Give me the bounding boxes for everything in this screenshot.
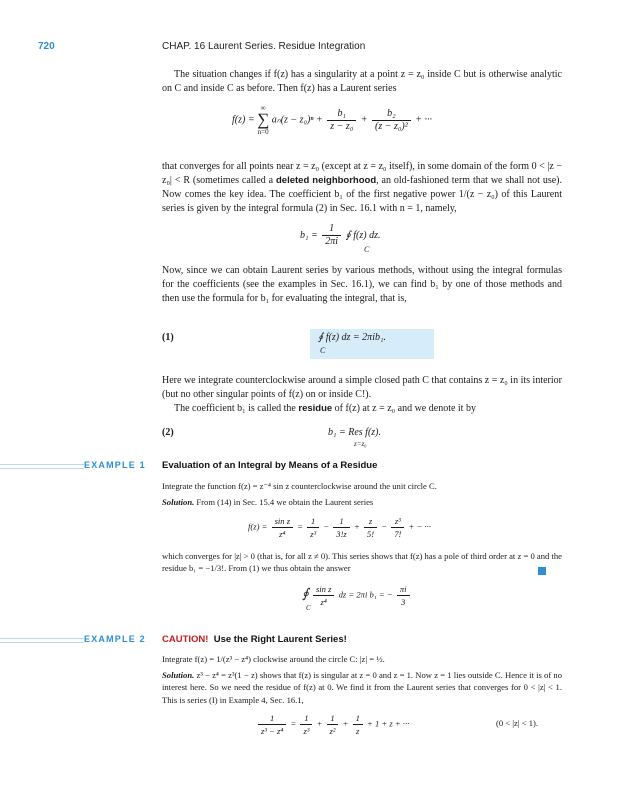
term-residue: residue [298,403,333,414]
operator: + [353,521,360,532]
example-2-label: EXAMPLE 2 [84,634,146,644]
series-tail: + 1 + z + ··· [367,718,410,729]
plus-sign: + [316,718,323,729]
numerator: sin z [313,583,335,596]
plus-sign: + [360,114,368,126]
series-term-2 [353,712,363,737]
numerator: 1 [258,712,286,725]
intro-paragraph-3: Now, since we can obtain Laurent series by various methods, without using the integral formulas for the coefficients (see the examples in Sec. 16.1), we can find b₁ by one of those methods and then use the formula for b₁ for evaluating the integral, that is, [162,265,562,304]
solution-label: Solution. [162,497,195,507]
denominator: 5! [366,529,375,539]
series-lhs: f(z) = [248,521,268,532]
numerator: 1 [307,515,319,528]
running-title: CHAP. 16 Laurent Series. Residue Integration [162,41,366,52]
example-2-title-text: Use the Right Laurent Series! [213,634,347,645]
equation-number-2: (2) [162,427,174,438]
fraction-b1 [327,108,356,133]
b1-fraction [322,223,341,248]
equation-2-subscript: z=z₀ [354,440,367,448]
series-dots: + ··· [415,114,432,126]
numerator: 1 [327,712,339,725]
numerator: z [364,515,377,528]
numerator: b₁ [327,108,356,121]
numerator: 1 [353,712,363,725]
example-2-solution [162,669,562,706]
numerator: 1 [300,712,312,725]
example-1-rule [0,464,84,465]
page-number: 720 [38,41,55,52]
example-2-rule [0,638,84,639]
example-1-series [248,515,431,540]
laurent-series-equation [232,104,432,136]
equation-1-contour: C [320,346,326,355]
example-2-series [256,712,409,737]
example-1-label: EXAMPLE 1 [84,460,146,470]
series-term-0 [300,712,312,737]
sigma-icon: ∑ [257,110,270,129]
series-term-4 [391,515,404,540]
plus-sign: + [342,718,349,729]
example-2-statement: Integrate f(z) = 1/(z³ − z⁴) clockwise around the circle C: |z| = ½. [162,654,385,664]
example-1-rule-2 [0,468,84,469]
example-1-title: Evaluation of an Integral by Means of a Residue [162,460,378,471]
example-2-rule-2 [0,642,84,643]
paragraph-5 [162,402,562,416]
series-term-1 [307,515,319,540]
para5-text-b: of f(z) at z = z₀ and we denote it by [332,403,476,414]
answer-middle: dz = 2πi b₁ = − [338,589,393,600]
operator: − [381,521,388,532]
equation-number-1: (1) [162,332,174,343]
numerator: sin z [272,515,294,528]
example-2-condition: (0 < |z| < 1). [496,718,539,728]
denominator: (z − z₀)² [375,120,408,132]
numerator: 1 [333,515,350,528]
b1-rhs: ∮ f(z) dz. [345,229,381,241]
equation-2: b₁ = Res f(z). [328,427,381,438]
denominator: 2πi [325,236,339,247]
solution-text: From (14) in Sec. 15.4 we obtain the Laurent series [196,497,374,507]
operator: + − ··· [408,521,431,532]
summation-symbol [257,104,269,136]
contour-integral-icon: ∮ [302,585,309,601]
operator: = [297,521,304,532]
contour-label: C [364,245,370,254]
numerator: z³ [391,515,404,528]
caution-label: CAUTION! [162,634,209,645]
sum-upper-limit: ∞ [260,104,266,112]
example-1-answer [302,583,412,608]
numerator: 1 [322,223,341,236]
para5-text-a: The coefficient b₁ is called the [174,403,299,414]
para2-text-a: that converges for all points near z = z₀ (except at z = z₀ itself), in some domain of the form 0 < |z − z₀| < R (sometimes called a [162,161,562,186]
example-1-solution [162,496,562,508]
answer-integrand [313,583,335,608]
example-1-answer-contour: C [306,604,311,612]
equation-1: ∮ f(z) dz = 2πib₁. [318,332,386,343]
b1-lhs: b₁ = [300,229,318,241]
denominator: z³ − z⁴ [261,726,284,736]
fraction-b2 [372,108,411,133]
denominator: z² [329,726,336,736]
numerator: b₂ [372,108,411,121]
equals-sign: = [290,718,297,729]
intro-paragraph-1: The situation changes if f(z) has a singularity at a point z = z₀ inside C but is otherwise analytic on C and inside C as before. Then f(z) has a Laurent series [162,69,562,94]
example-1-statement: Integrate the function f(z) = z⁻⁴ sin z counterclockwise around the unit circle C. [162,481,437,491]
denominator: z⁴ [320,597,327,607]
series-term-2 [333,515,350,540]
denominator: z − z₀ [330,120,354,132]
series-term-3 [364,515,377,540]
denominator: z⁴ [279,529,286,539]
series-term-0 [272,515,294,540]
denominator: z³ [310,529,317,539]
sum-lower-limit: n=0 [257,128,269,136]
denominator: z³ [303,726,310,736]
solution-text: z³ − z⁴ = z³(1 − z) shows that f(z) is singular at z = 0 and z = 1. Now z = 1 lies outside C. Hence it is of no interest here. So we need the residue of f(z) at 0. We find it from the Laurent series that converges for 0 < |z| < 1. This is series (I) in Example 4, Sec. 16.1, [162,670,562,705]
end-of-proof-icon [538,567,546,575]
denominator: 3!z [336,529,347,539]
series-term: aₙ(z − z₀)ⁿ + [271,114,323,126]
series-term-1 [327,712,339,737]
series-lhs: f(z) = [232,114,258,126]
denominator: z [356,726,360,736]
answer-result [397,583,410,608]
para2-text-b: , an old-fashioned term that we shall not use). Now comes the key idea. The coefficient b₁ of the first negative power 1/(z − z₀) of this Laurent series is given by the integral formula (2) in Sec. 16.1 with n = 1, namely, [162,175,562,214]
paragraph-4: Here we integrate counterclockwise around a simple closed path C that contains z = z₀ in its interior (but no other singular points of f(z) on or inside C!). [162,375,562,400]
example-1-after-text: which converges for |z| > 0 (that is, for all z ≠ 0). This series shows that f(z) has a pole of third order at z = 0 and the residue b₁ = −1/3!. From (1) we thus obtain the answer [162,551,562,574]
term-deleted-neighborhood: deleted neighborhood [276,175,377,186]
series-lhs [258,712,286,737]
intro-paragraph-2 [162,160,562,216]
operator: − [323,521,330,532]
solution-label: Solution. [162,670,195,680]
numerator: πi [397,583,410,596]
denominator: 3 [401,597,406,607]
example-2-title [162,634,347,645]
denominator: 7! [394,529,402,539]
